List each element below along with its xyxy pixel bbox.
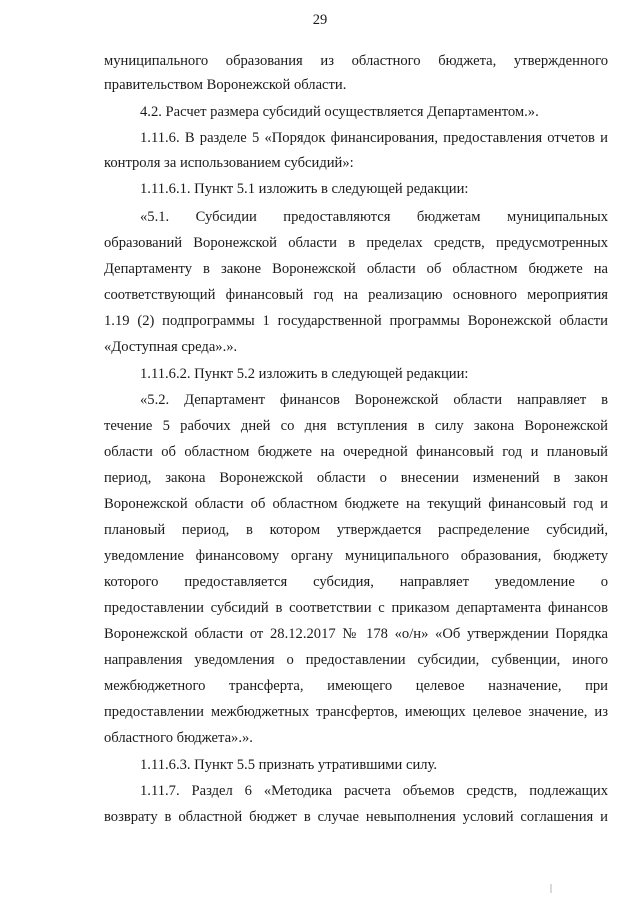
- text-line: уведомление финансовому органу муниципального образования, бюджету: [104, 548, 608, 564]
- text-line: областного бюджета».».: [104, 730, 253, 746]
- text-line: 1.19 (2) подпрограммы 1 государственной программы Воронежской области: [104, 313, 608, 329]
- text-line: предоставлении межбюджетных трансфертов, имеющих целевое значение, из: [104, 704, 608, 720]
- text-line: Департаменту в законе Воронежской области об областном бюджете на: [104, 261, 608, 277]
- text-line: 4.2. Расчет размера субсидий осуществляется Департаментом.».: [140, 104, 539, 120]
- text-line: период, закона Воронежской области о внесении изменений в закон: [104, 470, 608, 486]
- text-line: «5.1. Субсидии предоставляются бюджетам муниципальных: [140, 209, 608, 225]
- text-line: направления уведомления о предоставлении субсидии, субвенции, иного: [104, 652, 608, 668]
- text-line: межбюджетного трансферта, имеющего целевое назначение, при: [104, 678, 608, 694]
- text-line: соответствующий финансовый год на реализацию основного мероприятия: [104, 287, 608, 303]
- text-line: муниципального образования из областного бюджета, утвержденного: [104, 53, 608, 69]
- text-line: возврату в областной бюджет в случае невыполнения условий соглашения и: [104, 809, 608, 825]
- text-line: Воронежской области об областном бюджете на текущий финансовый год и: [104, 496, 608, 512]
- text-line: контроля за использованием субсидий»:: [104, 155, 354, 171]
- text-line: «5.2. Департамент финансов Воронежской области направляет в: [140, 392, 608, 408]
- text-line: плановый период, в котором утверждается распределение субсидий,: [104, 522, 608, 538]
- text-line: 1.11.6. В разделе 5 «Порядок финансирования, предоставления отчетов и: [140, 130, 608, 146]
- page-number: 29: [312, 12, 328, 28]
- text-line: Воронежской области от 28.12.2017 № 178 «о/н» «Об утверждении Порядка: [104, 626, 608, 642]
- text-line: «Доступная среда».».: [104, 339, 238, 355]
- text-line: образований Воронежской области в пределах средств, предусмотренных: [104, 235, 608, 251]
- text-line: которого предоставляется субсидия, направляет уведомление о: [104, 574, 608, 590]
- text-line: 1.11.6.3. Пункт 5.5 признать утратившими силу.: [140, 757, 438, 773]
- text-line: области об областном бюджете на очередной финансовый год и плановый: [104, 444, 608, 460]
- text-line: предоставлении субсидий в соответствии с приказом департамента финансов: [104, 600, 608, 616]
- text-line: течение 5 рабочих дней со дня вступления в силу закона Воронежской: [104, 418, 608, 434]
- text-line: 1.11.7. Раздел 6 «Методика расчета объемов средств, подлежащих: [140, 783, 608, 799]
- text-line: 1.11.6.1. Пункт 5.1 изложить в следующей редакции:: [140, 181, 469, 197]
- scan-mark: [550, 884, 552, 893]
- text-line: правительством Воронежской области.: [104, 77, 347, 93]
- text-line: 1.11.6.2. Пункт 5.2 изложить в следующей редакции:: [140, 366, 469, 382]
